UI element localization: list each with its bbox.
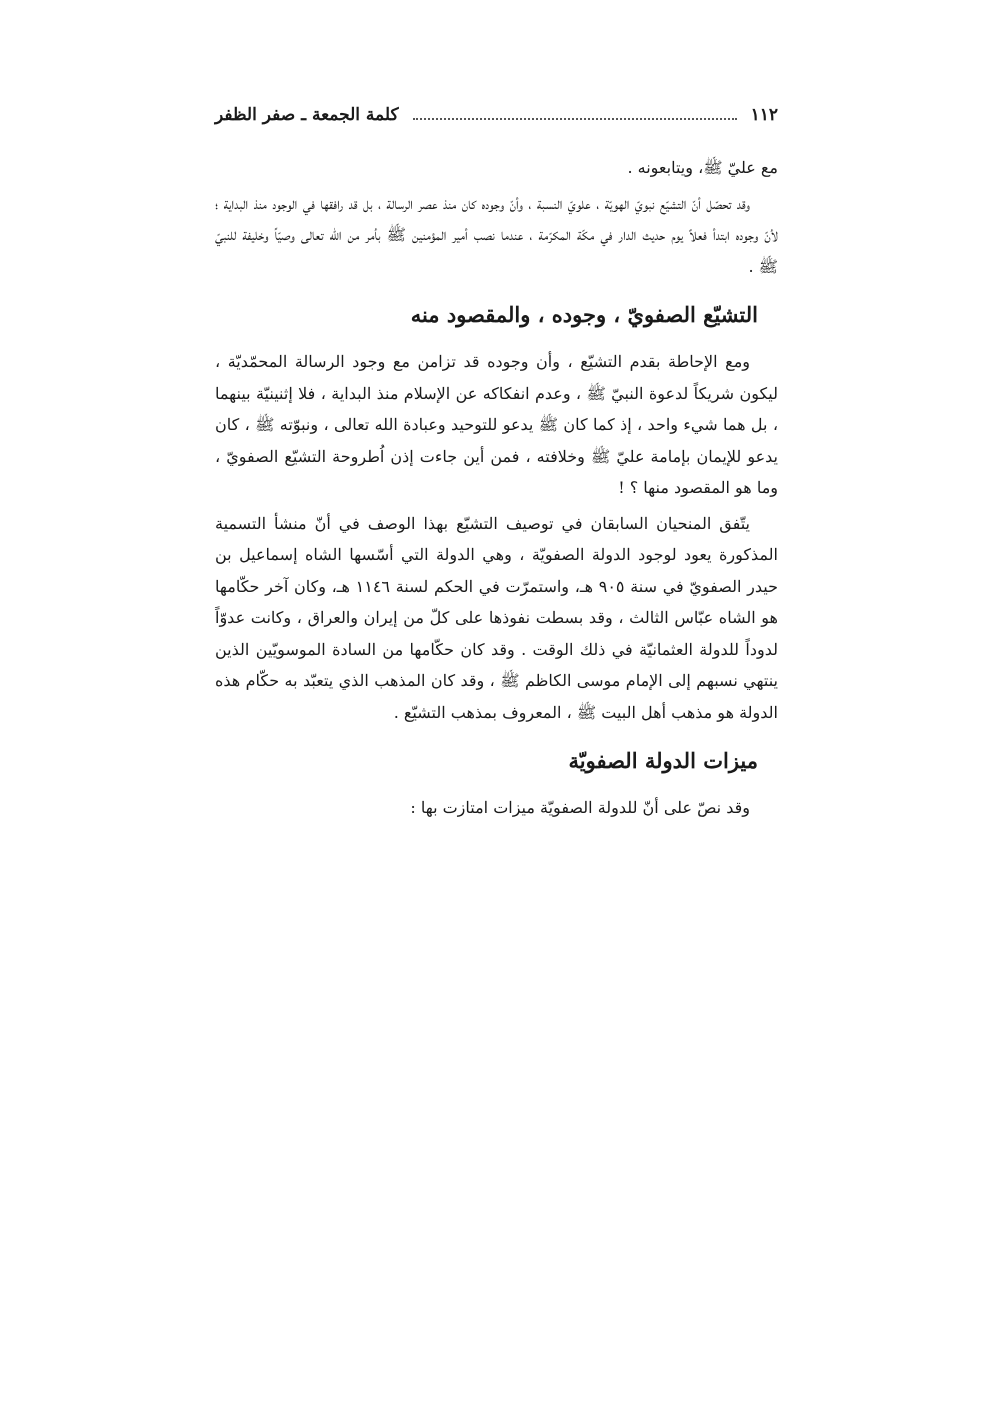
header-title: كلمة الجمعة ـ صفر الظفر: [215, 105, 399, 125]
paragraph-continuation: مع عليّ ﷺ، ويتابعونه .: [627, 158, 778, 177]
paragraph: يتّفق المنحيان السابقان في توصيف التشيّع بهذا الوصف في أنّ منشأ التسمية المذكورة يعود لوجود الدولة الصفويّة ، وهي الدولة التي أسّسها الشاه إسماعيل بن حيدر الصفويّ في سنة ٩٠٥ هـ، واستمرّت في الحكم لسنة ١١٤٦ هـ، وكان آخر حكّامها هو الشاه عبّاس الثالث ، وقد بسطت نفوذها على كلّ من إيران والعراق ، وكانت عدوّاً لدوداً للدولة العثمانيّة في ذلك الوقت . وقد كان حكّامها من السادة الموسويّين الذين ينتهي نسبهم إلى الإمام موسى الكاظم ﷺ ، وقد كان المذهب الذي يتعبّد به حكّام هذه الدولة هو مذهب أهل البيت ﷺ ، المعروف بمذهب التشيّع .: [215, 513, 779, 722]
paragraph: وقد تحصّل أنّ التشيّع نبويّ الهويّة ، علويّ النسبة ، وأنّ وجوده كان منذ عصر الرسالة ، بل قد رافقها في الوجود منذ البداية ؛ لأنّ وجوده ابتدأ فعلاً يوم حديث الدار في مكّة المكرّمة ، عندما نصب أمير المؤمنين ﷺ بأمر من الله تعالى وصيّاً وخليفة للنبيّ ﷺ .: [215, 193, 778, 276]
section-heading: ميزات الدولة الصفويّة: [568, 748, 758, 773]
page-number: ١١٢: [750, 105, 778, 125]
paragraph: وقد نصّ على أنّ للدولة الصفويّة ميزات امتازت بها :: [410, 798, 750, 817]
page-body: [215, 152, 778, 824]
section-heading: التشيّع الصفويّ ، وجوده ، والمقصود منه: [410, 302, 758, 327]
running-header: [215, 100, 778, 130]
paragraph: ومع الإحاطة بقدم التشيّع ، وأن وجوده قد تزامن مع وجود الرسالة المحمّديّة ، ليكون شريكاً لدعوة النبيّ ﷺ ، وعدم انفكاكه عن الإسلام منذ البداية ، فلا إثنينيّة بينهما ، بل هما شيء واحد ، إذ كما كان ﷺ يدعو للتوحيد وعبادة الله تعالى ، ونبوّته ﷺ ، كان يدعو للإيمان بإمامة عليّ ﷺ وخلافته ، فمن أين جاءت إذن اُطروحة التشيّع الصفويّ ، وما هو المقصود منها ؟ !: [215, 352, 779, 497]
header-dotted-leader: [413, 118, 737, 120]
